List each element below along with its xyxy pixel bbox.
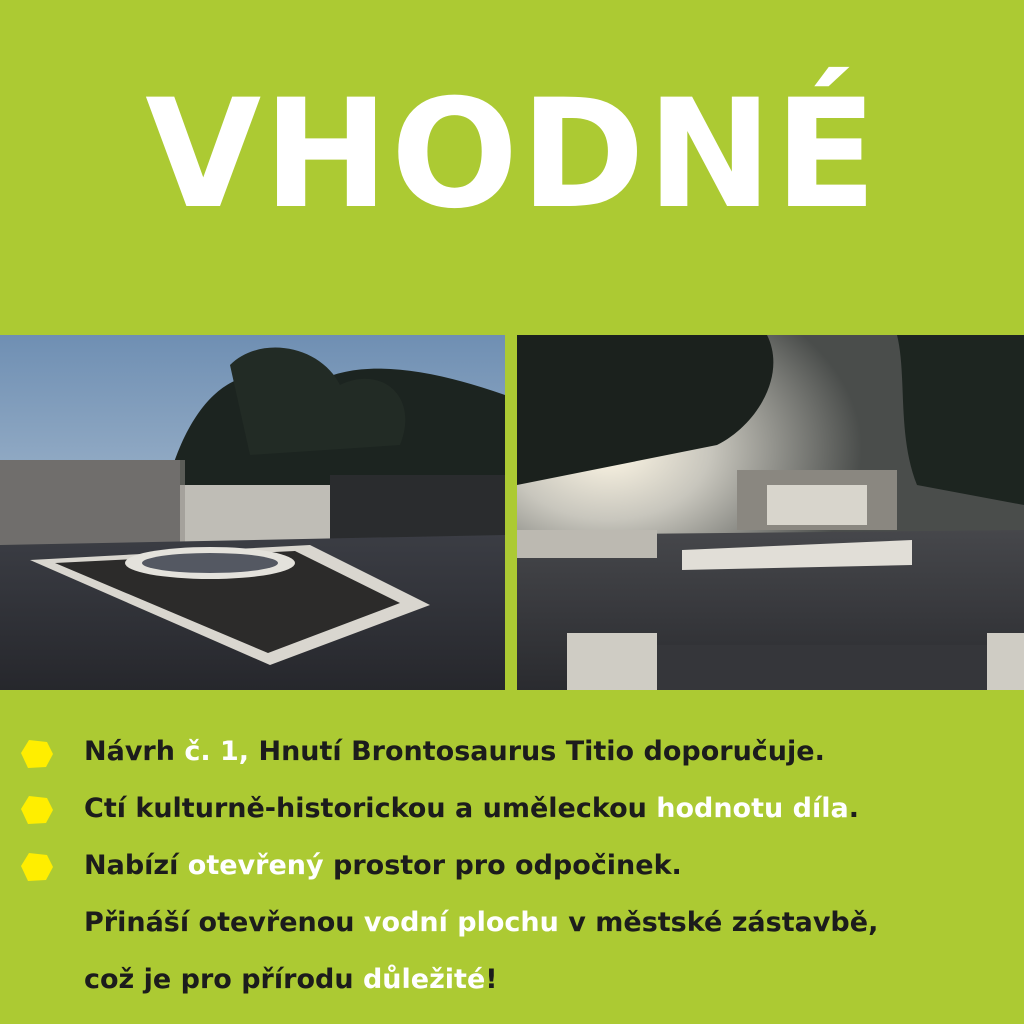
line-2-highlight: hodnotu díla — [656, 793, 849, 824]
line-2-text-b: . — [848, 793, 859, 824]
render-photo-right — [517, 335, 1024, 690]
line-4-text-a: Přináší otevřenou — [84, 907, 364, 938]
yellow-hexagon-bullet-icon — [20, 795, 54, 825]
line-1-text-a: Návrh — [84, 736, 185, 767]
line-4-highlight: vodní plochu — [363, 907, 559, 938]
photo-row — [0, 335, 1024, 690]
line-3-text-a: Nabízí — [84, 850, 188, 881]
line-2-text-a: Ctí kulturně-historickou a uměleckou — [84, 793, 657, 824]
line-4-text-b: v městské zástavbě, — [558, 907, 879, 938]
bullet-line-2 — [84, 789, 859, 829]
line-3-highlight: otevřený — [187, 850, 324, 881]
line-5-highlight: důležité — [362, 964, 486, 995]
page-title: VHODNÉ — [145, 68, 879, 242]
line-3-text-b: prostor pro odpočinek. — [323, 850, 682, 881]
line-5-text-a: což je pro přírodu — [84, 964, 363, 995]
bullet-line-1 — [84, 732, 825, 772]
render-photo-left — [0, 335, 505, 690]
yellow-hexagon-bullet-icon — [20, 739, 54, 769]
yellow-hexagon-bullet-icon — [20, 852, 54, 882]
bullet-line-3 — [84, 846, 682, 886]
bullet-line-4 — [84, 903, 878, 943]
line-1-highlight: č. 1, — [184, 736, 250, 767]
bullet-line-5 — [84, 960, 498, 1000]
line-1-text-b: Hnutí Brontosaurus Titio doporučuje. — [249, 736, 825, 767]
line-5-text-b: ! — [485, 964, 498, 995]
